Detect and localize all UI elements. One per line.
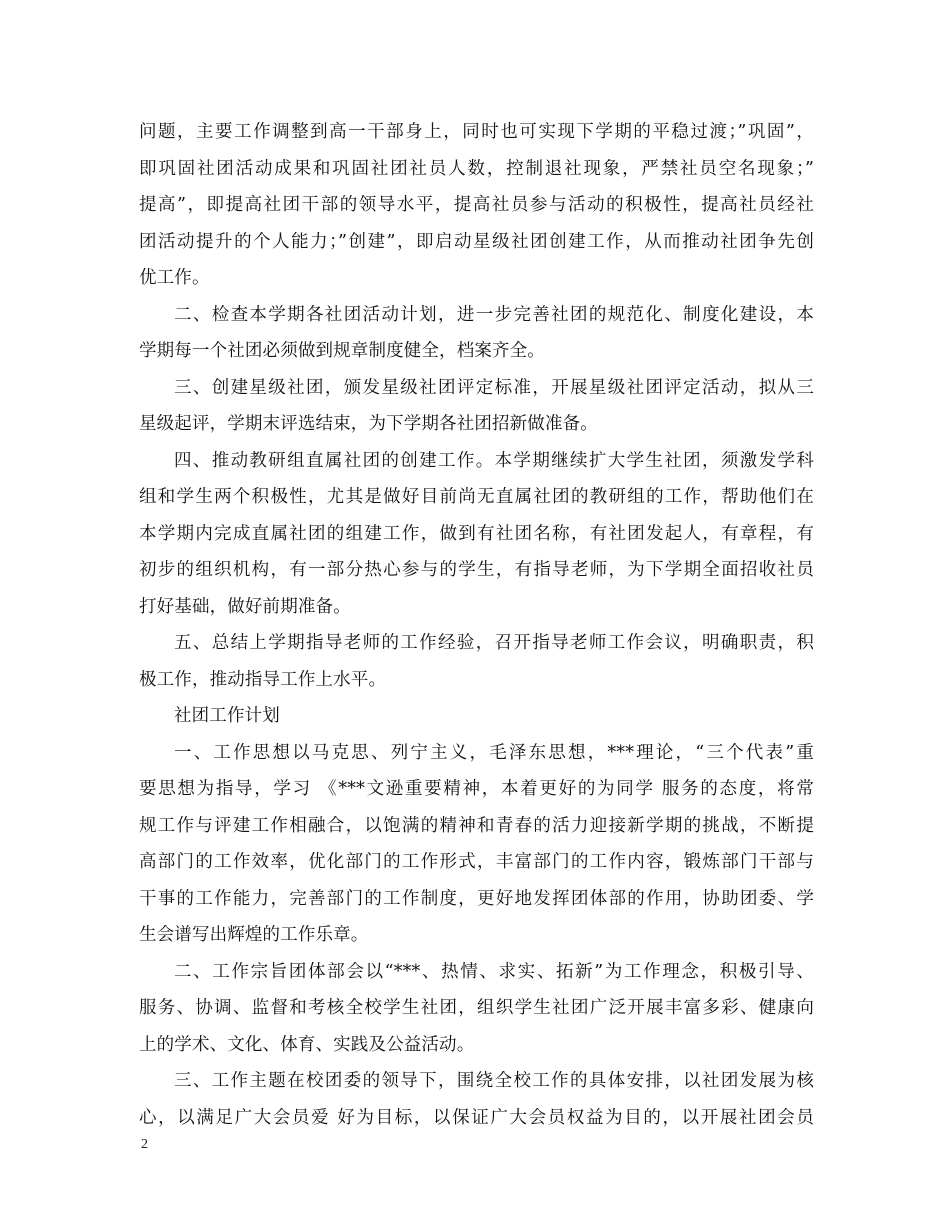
text-line: 规工作与评建工作相融合，以饱满的精神和青春的活力迎接新学期的挑战，不断提 xyxy=(139,815,814,836)
text-line: 要思想为指导，学习 《***文逊重要精神，本着更好的为同学 服务的态度，将常 xyxy=(139,779,814,799)
text-line: 学期每一个社团必须做到规章制度健全，档案齐全。 xyxy=(139,341,545,361)
text-line: 本学期内完成直属社团的组建工作，做到有社团名称，有社团发起人，有章程，有 xyxy=(139,523,814,544)
page-number: 2 xyxy=(141,1137,148,1152)
text-line: 极工作，推动指导工作上水平。 xyxy=(139,669,387,690)
text-line: 服务、协调、监督和考核全校学生社团，组织学生社团广泛开展丰富多彩、健康向 xyxy=(139,998,814,1018)
text-line: 打好基础，做好前期准备。 xyxy=(139,596,351,617)
paragraph-first-line: 三、创建星级社团，颁发星级社团评定标准，开展星级社团评定活动，拟从三 xyxy=(174,377,814,398)
text-line: 提高”，即提高社团干部的领导水平，提高社员参与活动的积极性，提高社员经社 xyxy=(139,195,814,215)
text-line: 生会谱写出辉煌的工作乐章。 xyxy=(139,925,369,945)
text-line: 上的学术、文化、体育、实践及公益活动。 xyxy=(139,1034,475,1055)
text-line: 心，以满足广大会员爱 好为目标，以保证广大会员权益为目的，以开展社团会员 xyxy=(139,1107,814,1128)
text-line: 初步的组织机构，有一部分热心参与的学生，有指导老师，为下学期全面招收社员 xyxy=(139,560,814,580)
text-line: 团活动提升的个人能力；”创建”，即启动星级社团创建工作，从而推动社团争先创 xyxy=(139,231,814,252)
text-line: 组和学生两个积极性，尤其是做好目前尚无直属社团的教研组的工作，帮助他们在 xyxy=(139,487,814,507)
text-line: 干事的工作能力，完善部门的工作制度，更好地发挥团体部的作用，协助团委、学 xyxy=(139,888,814,909)
paragraph-first-line: 二、工作宗旨团体部会以“***、热情、求实、拓新”为工作理念，积极引导、 xyxy=(174,961,814,982)
paragraph-first-line: 二、检查本学期各社团活动计划，进一步完善社团的规范化、制度化建设，本 xyxy=(174,304,814,325)
text-line: 星级起评，学期末评选结束，为下学期各社团招新做准备。 xyxy=(139,414,598,434)
section-heading: 社团工作计划 xyxy=(174,706,280,726)
text-line: 即巩固社团活动成果和巩固社团社员人数，控制退社现象，严禁社员空名现象；” xyxy=(139,158,814,179)
text-line: 优工作。 xyxy=(139,268,210,288)
paragraph-first-line: 三、工作主题在校团委的领导下，围绕全校工作的具体安排，以社团发展为核 xyxy=(174,1071,814,1091)
text-line: 问题，主要工作调整到高一干部身上，同时也可实现下学期的平稳过渡；”巩固”， xyxy=(139,122,814,142)
paragraph-first-line: 一、工作思想以马克思、列宁主义，毛泽东思想，***理论，“三个代表”重 xyxy=(174,742,814,763)
document-body xyxy=(139,114,814,1136)
paragraph-first-line: 四、推动教研组直属社团的创建工作。本学期继续扩大学生社团，须激发学科 xyxy=(174,450,814,471)
paragraph-first-line: 五、总结上学期指导老师的工作经验，召开指导老师工作会议，明确职责，积 xyxy=(174,633,814,653)
text-line: 高部门的工作效率，优化部门的工作形式，丰富部门的工作内容，锻炼部门干部与 xyxy=(139,852,814,872)
